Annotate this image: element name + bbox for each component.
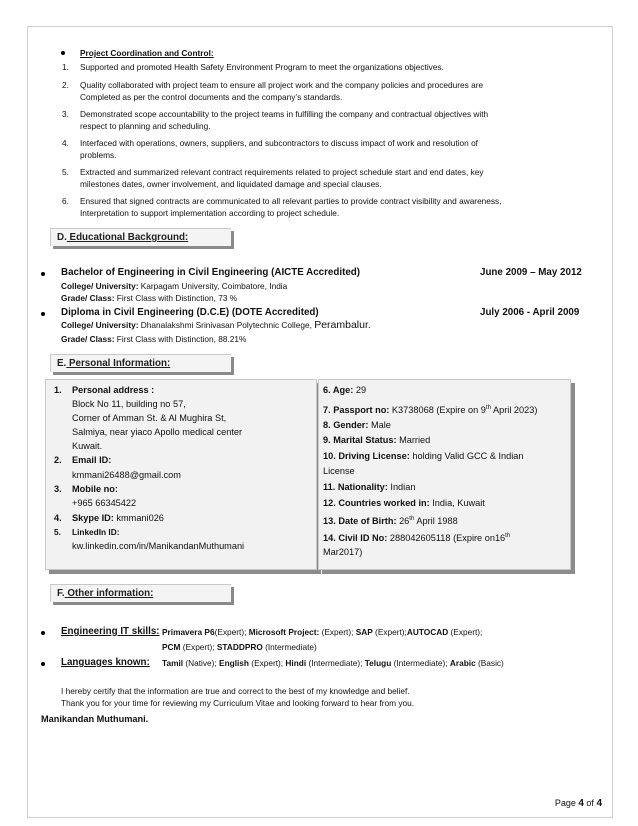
section-prefix: E. bbox=[57, 358, 67, 369]
list-item-line: respect to planning and scheduling. bbox=[80, 121, 211, 131]
gender-row bbox=[323, 419, 391, 432]
education-section-header bbox=[50, 228, 231, 246]
address-label: Personal address : bbox=[72, 385, 155, 395]
address-number: 1. bbox=[54, 385, 62, 395]
degree-grade bbox=[61, 333, 246, 345]
email-label: Email ID: bbox=[72, 455, 112, 465]
list-item-number: 1. bbox=[62, 62, 69, 72]
coordination-heading: Project Coordination and Control: bbox=[80, 48, 214, 58]
driving-label: 10. Driving License: bbox=[323, 451, 410, 461]
college-value: Dhanalakshmi Srinivasan Polytechnic College, bbox=[138, 320, 315, 330]
text-segment: PCM bbox=[162, 642, 181, 652]
email-value: kmmani26488@gmail.com bbox=[72, 470, 181, 480]
list-item-number: 6. bbox=[62, 196, 69, 206]
text-segment: (Intermediate) bbox=[262, 642, 317, 652]
page-number bbox=[555, 798, 602, 809]
address-line: Salmiya, near yiaco Apollo medical center bbox=[72, 427, 243, 437]
bullet-icon bbox=[41, 662, 45, 666]
gender-value: Male bbox=[368, 420, 391, 430]
degree-dates: June 2009 – May 2012 bbox=[480, 267, 582, 278]
bullet-icon bbox=[61, 51, 65, 55]
mobile-label: Mobile no: bbox=[72, 484, 118, 494]
skype-row bbox=[72, 512, 164, 525]
text-segment: (Expert); bbox=[372, 627, 407, 637]
grade-label: Grade/ Class: bbox=[61, 293, 115, 303]
degree-college bbox=[61, 280, 287, 292]
section-label: Educational Background: bbox=[66, 232, 189, 243]
list-item-line: milestones dates, owner involvement, and liquidated damage and special clauses. bbox=[80, 179, 382, 189]
skype-number: 4. bbox=[54, 513, 62, 523]
college-label: College/ University: bbox=[61, 281, 139, 291]
college-city: Perambalur. bbox=[314, 319, 371, 331]
signature: Manikandan Muthumani. bbox=[41, 714, 149, 724]
text-segment: (Expert); bbox=[180, 642, 217, 652]
passport-end: April 2023) bbox=[490, 405, 538, 416]
age-label: 6. Age: bbox=[323, 385, 354, 395]
text-segment: STADDPRO bbox=[216, 642, 263, 652]
it-skills-label: Engineering IT skills: bbox=[61, 626, 160, 637]
it-skills-line-1 bbox=[162, 626, 482, 638]
text-segment: Telugu bbox=[364, 658, 392, 668]
list-item-line: Extracted and summarized relevant contract requirements related to project schedule start and end dates, key bbox=[80, 167, 484, 177]
gender-label: 8. Gender: bbox=[323, 420, 369, 430]
degree-grade bbox=[61, 292, 237, 304]
text-segment: Primavera P6 bbox=[162, 627, 215, 637]
list-item-line: Interfaced with operations, owners, suppliers, and subcontractors to discuss impact of work and resolution of bbox=[80, 138, 478, 148]
page-middle: of bbox=[583, 798, 597, 808]
it-skills-line-2 bbox=[162, 641, 317, 653]
dob-row bbox=[323, 513, 458, 528]
text-segment: (Intermediate); bbox=[306, 658, 365, 668]
driving-row-2: License bbox=[323, 466, 355, 476]
languages-label: Languages known: bbox=[61, 657, 150, 668]
text-segment: English bbox=[219, 658, 249, 668]
countries-label: 12. Countries worked in: bbox=[323, 498, 430, 508]
list-item-number: 3. bbox=[62, 109, 69, 119]
bullet-icon bbox=[41, 312, 45, 316]
age-value: 29 bbox=[353, 385, 367, 395]
list-item-number: 2. bbox=[62, 80, 69, 90]
other-section-header bbox=[50, 584, 231, 602]
text-segment: (Expert); bbox=[214, 627, 249, 637]
text-segment: SAP bbox=[355, 627, 373, 637]
linkedin-label: LinkedIn ID: bbox=[72, 527, 120, 537]
marital-row bbox=[323, 434, 430, 447]
languages-value bbox=[162, 657, 504, 669]
email-number: 2. bbox=[54, 455, 62, 465]
dob-label: 13. Date of Birth: bbox=[323, 516, 397, 527]
personal-section-header bbox=[50, 354, 231, 372]
dob-end: April 1988 bbox=[414, 516, 458, 527]
bullet-icon bbox=[41, 631, 45, 635]
degree-dates: July 2006 - April 2009 bbox=[480, 307, 580, 318]
college-label: College/ University: bbox=[61, 320, 139, 330]
list-item-line: Ensured that signed contracts are communicated to all relevant parties to provide contract visibility and awareness, bbox=[80, 196, 502, 206]
civil-label: 14. Civil ID No: bbox=[323, 533, 388, 544]
list-item-line: Interpretation to support implementation according to project schedule. bbox=[80, 208, 340, 218]
list-item-line: Demonstrated scope accountability to the project teams in fulfilling the company and contractual objectives with bbox=[80, 109, 489, 119]
skype-label: Skype ID: bbox=[72, 513, 114, 523]
bullet-icon bbox=[41, 272, 45, 276]
mobile-number: 3. bbox=[54, 484, 62, 494]
declaration-line: I hereby certify that the information are true and correct to the best of my knowledge and belief. bbox=[61, 686, 410, 696]
skype-value: kmmani026 bbox=[113, 513, 164, 523]
text-segment: (Expert); bbox=[448, 627, 483, 637]
section-prefix: F. bbox=[57, 588, 65, 599]
age-row bbox=[323, 384, 366, 397]
page-current: 4 bbox=[578, 798, 584, 809]
text-segment: Arabic bbox=[449, 658, 476, 668]
passport-row bbox=[323, 402, 537, 417]
address-line: Kuwait. bbox=[72, 441, 103, 451]
dob-sup: th bbox=[409, 516, 415, 522]
declaration-line: Thank you for your time for reviewing my Curriculum Vitae and looking forward to hear from you. bbox=[61, 698, 415, 708]
page-total: 4 bbox=[596, 798, 602, 809]
passport-sup: th bbox=[485, 405, 491, 411]
marital-value: Married bbox=[396, 435, 431, 445]
text-segment: (Expert); bbox=[319, 627, 356, 637]
driving-value: holding Valid GCC & Indian bbox=[409, 451, 524, 461]
countries-row bbox=[323, 497, 485, 510]
civil-row-2: Mar2017) bbox=[323, 547, 363, 557]
degree-college bbox=[61, 319, 371, 332]
passport-value: K3738068 (Expire on 9 bbox=[389, 405, 486, 416]
text-segment: AUTOCAD bbox=[406, 627, 449, 637]
list-item-line: Supported and promoted Health Safety Environment Program to meet the organizations objectives. bbox=[80, 62, 444, 72]
civil-row bbox=[323, 530, 510, 545]
degree-title: Diploma in Civil Engineering (D.C.E) (DOTE Accredited) bbox=[61, 307, 319, 318]
section-prefix: D. bbox=[57, 232, 67, 243]
text-segment: (Expert); bbox=[249, 658, 286, 668]
degree-title: Bachelor of Engineering in Civil Engineering (AICTE Accredited) bbox=[61, 267, 361, 278]
nationality-value: Indian bbox=[387, 482, 416, 492]
list-item-number: 5. bbox=[62, 167, 69, 177]
section-label: Other information: bbox=[64, 588, 154, 599]
grade-value: First Class with Distinction, 88.21% bbox=[114, 334, 247, 344]
page-prefix: Page bbox=[554, 798, 579, 808]
marital-label: 9. Marital Status: bbox=[323, 435, 397, 445]
list-item-number: 4. bbox=[62, 138, 69, 148]
text-segment: Hindi bbox=[285, 658, 307, 668]
text-segment: Microsoft Project: bbox=[248, 627, 320, 637]
text-segment: (Intermediate); bbox=[391, 658, 450, 668]
nationality-label: 11. Nationality: bbox=[323, 482, 388, 492]
grade-label: Grade/ Class: bbox=[61, 334, 115, 344]
countries-value: India, Kuwait bbox=[429, 498, 485, 508]
text-segment: Tamil bbox=[162, 658, 184, 668]
college-value: Karpagam University, Coimbatore, India bbox=[138, 281, 288, 291]
grade-value: First Class with Distinction, 73 % bbox=[114, 293, 238, 303]
civil-sup: th bbox=[505, 533, 511, 539]
linkedin-number: 5. bbox=[54, 527, 61, 537]
section-label: Personal Information: bbox=[66, 358, 171, 369]
list-item-line: problems. bbox=[80, 150, 117, 160]
address-line: Corner of Amman St. & Al Mughira St, bbox=[72, 413, 227, 423]
passport-label: 7. Passport no: bbox=[323, 405, 390, 416]
dob-value: 26 bbox=[396, 516, 410, 527]
civil-value: 288042605118 (Expire on16 bbox=[387, 533, 506, 544]
driving-row bbox=[323, 450, 524, 463]
address-line: Block No 11, building no 57, bbox=[72, 399, 186, 409]
text-segment: (Native); bbox=[183, 658, 220, 668]
linkedin-value: kw.linkedin.com/in/ManikandanMuthumani bbox=[72, 541, 245, 551]
mobile-value: +965 66345422 bbox=[72, 498, 137, 508]
nationality-row bbox=[323, 481, 415, 494]
text-segment: (Basic) bbox=[475, 658, 504, 668]
list-item-line: Quality collaborated with project team to ensure all project work and the company policies and procedures are bbox=[80, 80, 484, 90]
list-item-line: Completed as per the control documents and the company’s standards. bbox=[80, 92, 343, 102]
